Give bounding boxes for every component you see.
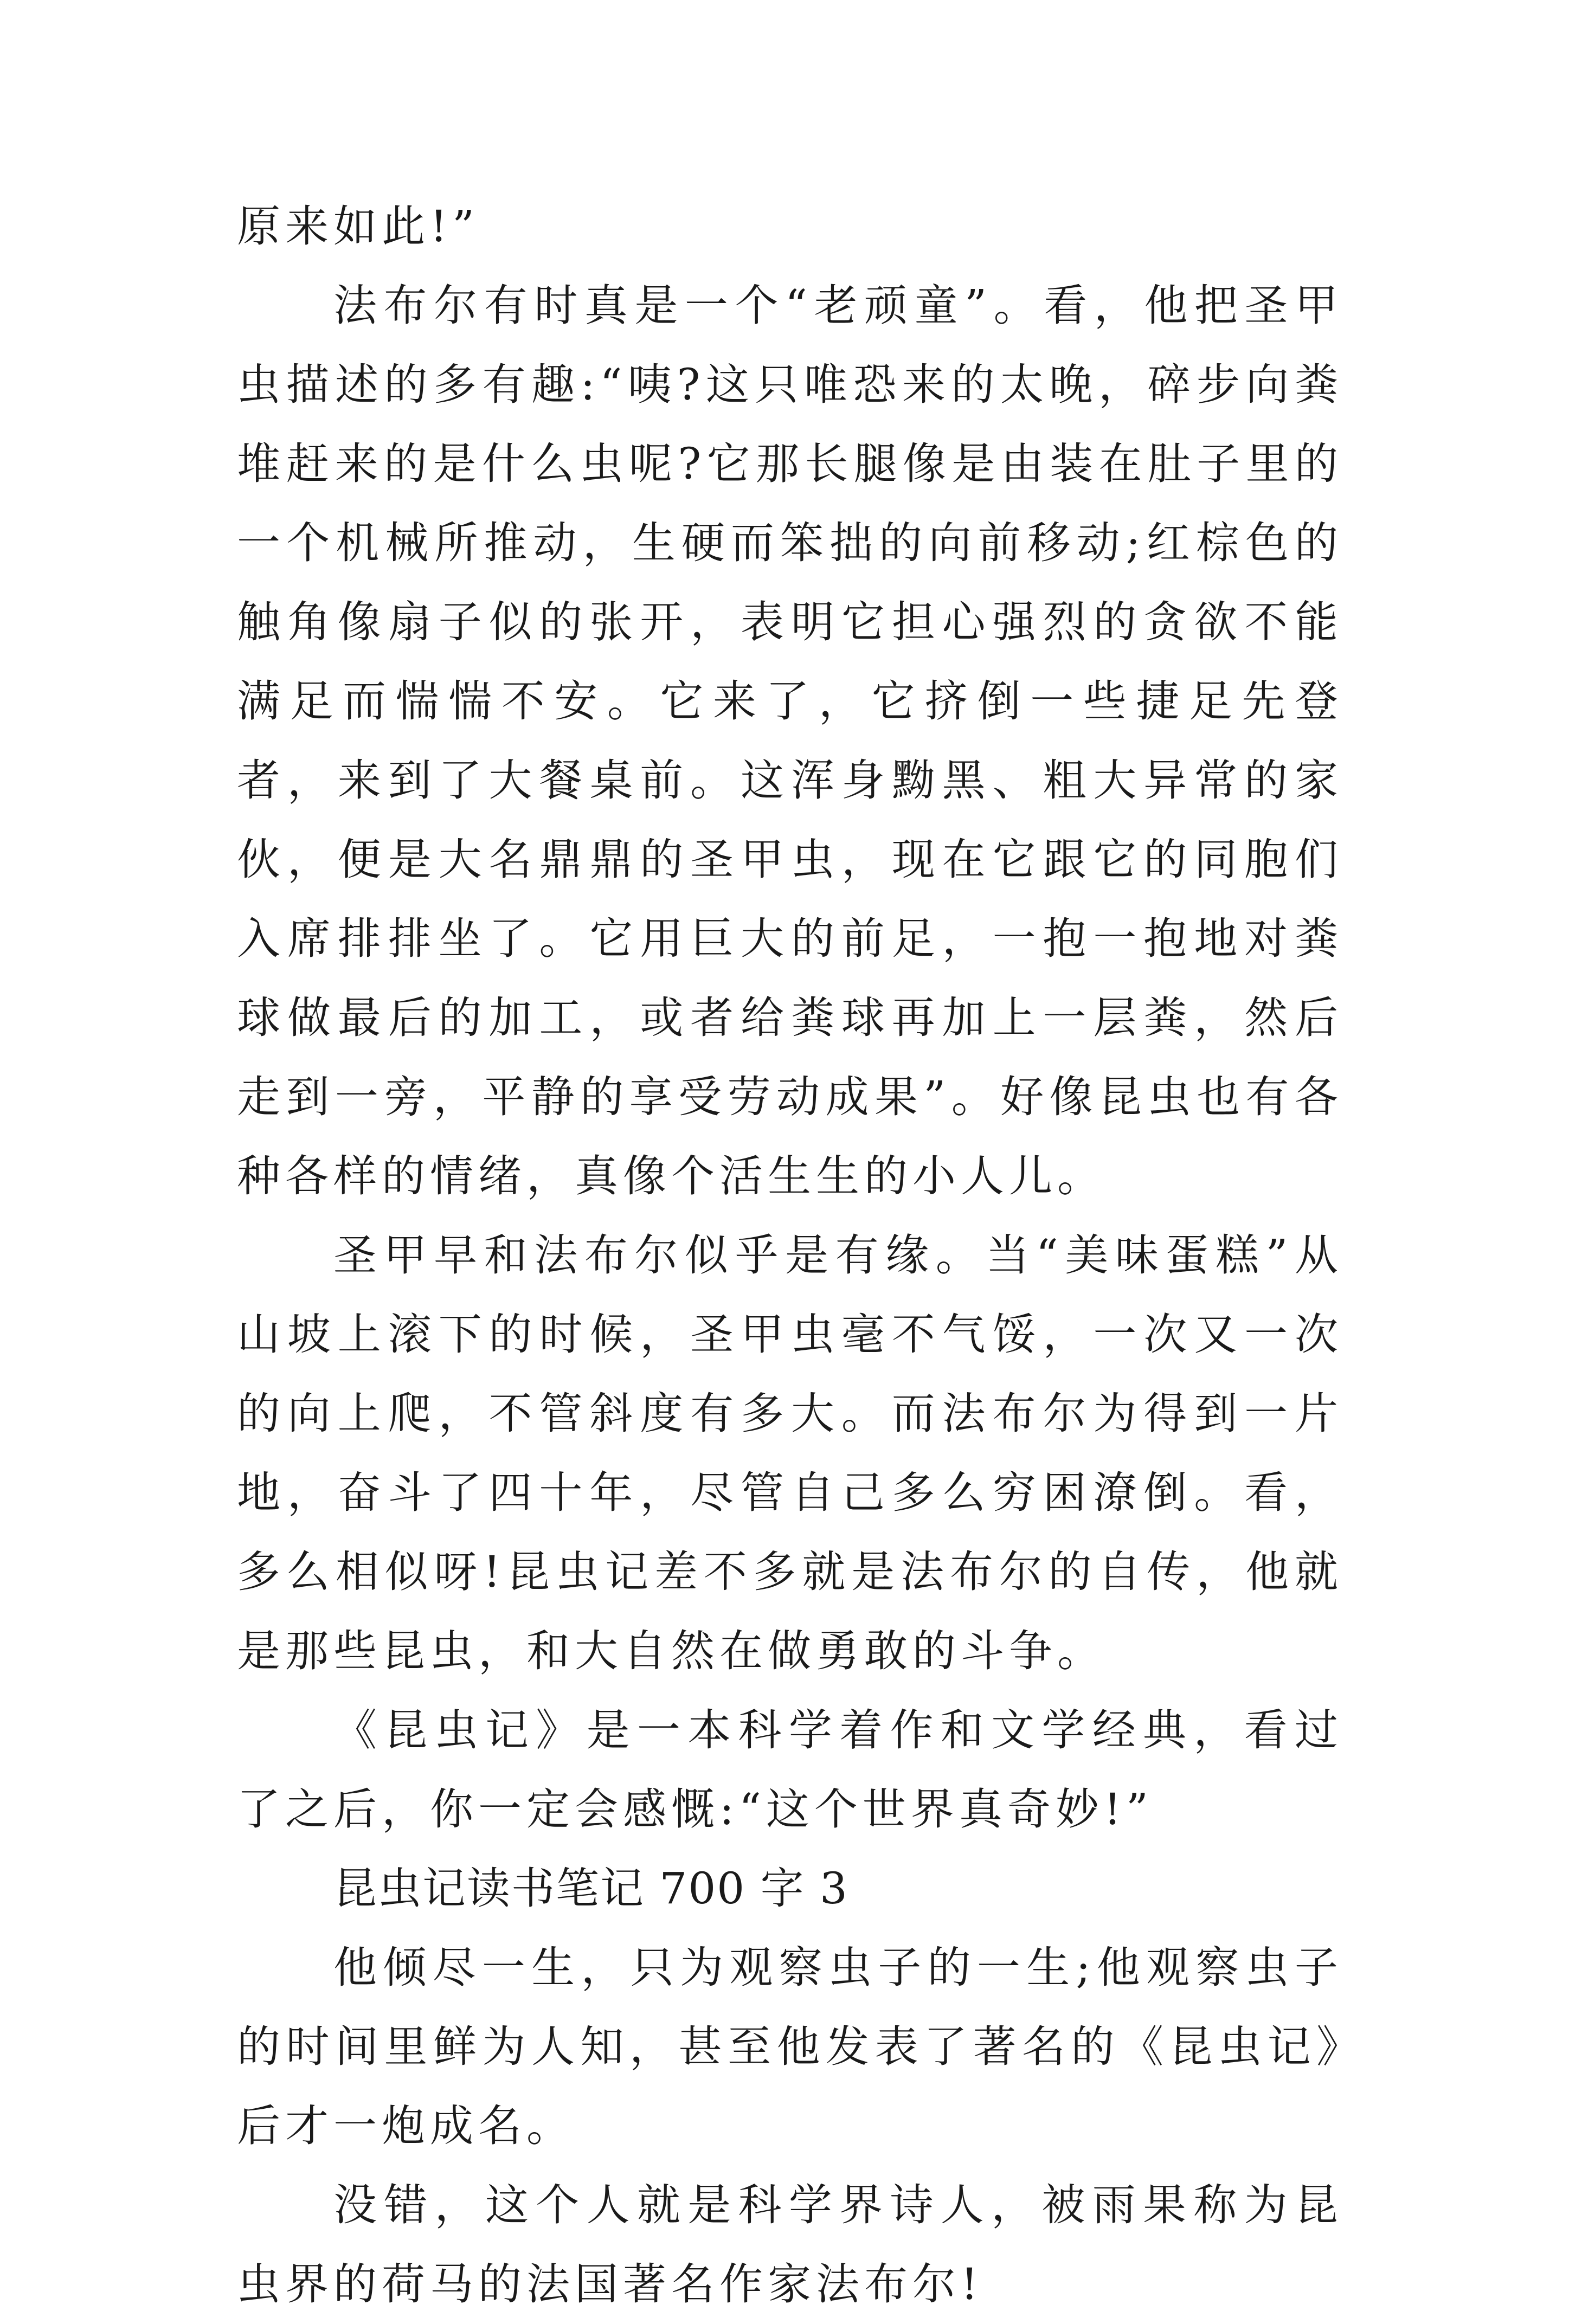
paragraph-continuation: 原来如此!” [237, 201, 480, 252]
document-body [237, 187, 1343, 2324]
section-heading: 昆虫记读书笔记 700 字 3 [333, 1863, 848, 1914]
paragraph-scarab-description: 法布尔有时真是一个“老顽童”。看，他把圣甲虫描述的多有趣:“咦?这只唯恐来的太晚，碎步向粪堆赶来的是什么虫呢?它那长腿像是由装在肚子里的一个机械所推动，生硬而笨拙的向前移动;红棕色的触角像扇子似的张开，表明它担心强烈的贪欲不能满足而惴惴不安。它来了，它挤倒一些捷足先登者，来到了大餐桌前。这浑身黝黑、粗大异常的家伙，便是大名鼎鼎的圣甲虫，现在它跟它的同胞们入席排排坐了。它用巨大的前足，一抱一抱地对粪球做最后的加工，或者给粪球再加上一层粪，然后走到一旁，平静的享受劳动成果”。好像昆虫也有各种各样的情绪，真像个活生生的小人儿。 [237, 280, 1343, 1201]
paragraph-fabre-life: 他倾尽一生，只为观察虫子的一生;他观察虫子的时间里鲜为人知，甚至他发表了著名的《昆虫记》后才一炮成名。 [237, 1942, 1343, 2151]
paragraph-fabre-and-scarab: 圣甲早和法布尔似乎是有缘。当“美味蛋糕”从山坡上滚下的时候，圣甲虫毫不气馁，一次又一次的向上爬，不管斜度有多大。而法布尔为得到一片地，奋斗了四十年，尽管自己多么穷困潦倒。看，多么相似呀!昆虫记差不多就是法布尔的自传，他就是那些昆虫，和大自然在做勇敢的斗争。 [237, 1230, 1343, 1676]
paragraph-fabre-identity: 没错，这个人就是科学界诗人，被雨果称为昆虫界的荷马的法国著名作家法布尔! [237, 2180, 1343, 2309]
paragraph-book-summary: 《昆虫记》是一本科学着作和文学经典，看过了之后，你一定会感慨:“这个世界真奇妙!” [237, 1705, 1343, 1834]
